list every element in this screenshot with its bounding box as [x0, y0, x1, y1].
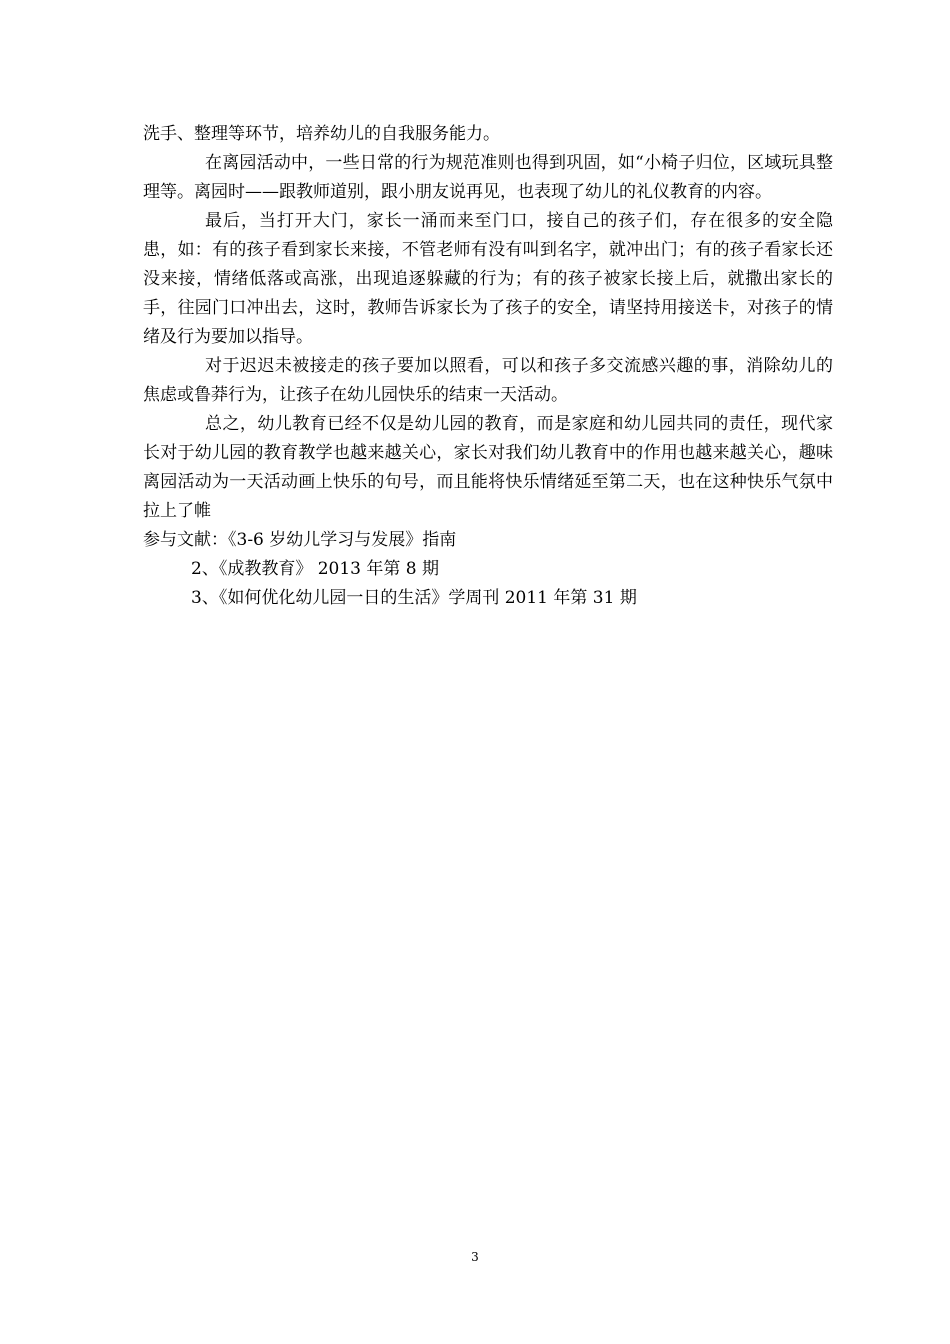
paragraph: 洗手、整理等环节，培养幼儿的自我服务能力。	[143, 124, 500, 144]
reference-item: 3、《如何优化幼儿园一日的生活》学周刊 2011 年第 31 期	[191, 588, 637, 608]
body-text	[143, 120, 833, 613]
page-number: 3	[471, 1250, 479, 1264]
paragraph: 在离园活动中，一些日常的行为规范准则也得到巩固，如“小椅子归位，区域玩具整理等。离园时——跟教师道别，跟小朋友说再见，也表现了幼儿的礼仪教育的内容。	[143, 153, 833, 202]
paragraph: 总之，幼儿教育已经不仅是幼儿园的教育，而是家庭和幼儿园共同的责任，现代家长对于幼儿园的教育教学也越来越关心，家长对我们幼儿教育中的作用也越来越关心，趣味离园活动为一天活动画上快乐的句号，而且能将快乐情绪延至第二天，也在这种快乐气氛中拉上了帷	[143, 414, 833, 521]
paragraph: 最后，当打开大门，家长一涌而来至门口，接自己的孩子们，存在很多的安全隐患，如：有的孩子看到家长来接，不管老师有没有叫到名字，就冲出门；有的孩子看家长还没来接，情绪低落或高涨，出现追逐躲藏的行为；有的孩子被家长接上后，就撒出家长的手，往园门口冲出去，这时，教师告诉家长为了孩子的安全，请坚持用接送卡，对孩子的情绪及行为要加以指导。	[143, 211, 833, 347]
references-heading: 参与文献：《3-6 岁幼儿学习与发展》指南	[143, 530, 457, 550]
reference-item: 2、《成教教育》 2013 年第 8 期	[191, 559, 440, 579]
paragraph: 对于迟迟未被接走的孩子要加以照看，可以和孩子多交流感兴趣的事，消除幼儿的焦虑或鲁莽行为，让孩子在幼儿园快乐的结束一天活动。	[143, 356, 833, 405]
